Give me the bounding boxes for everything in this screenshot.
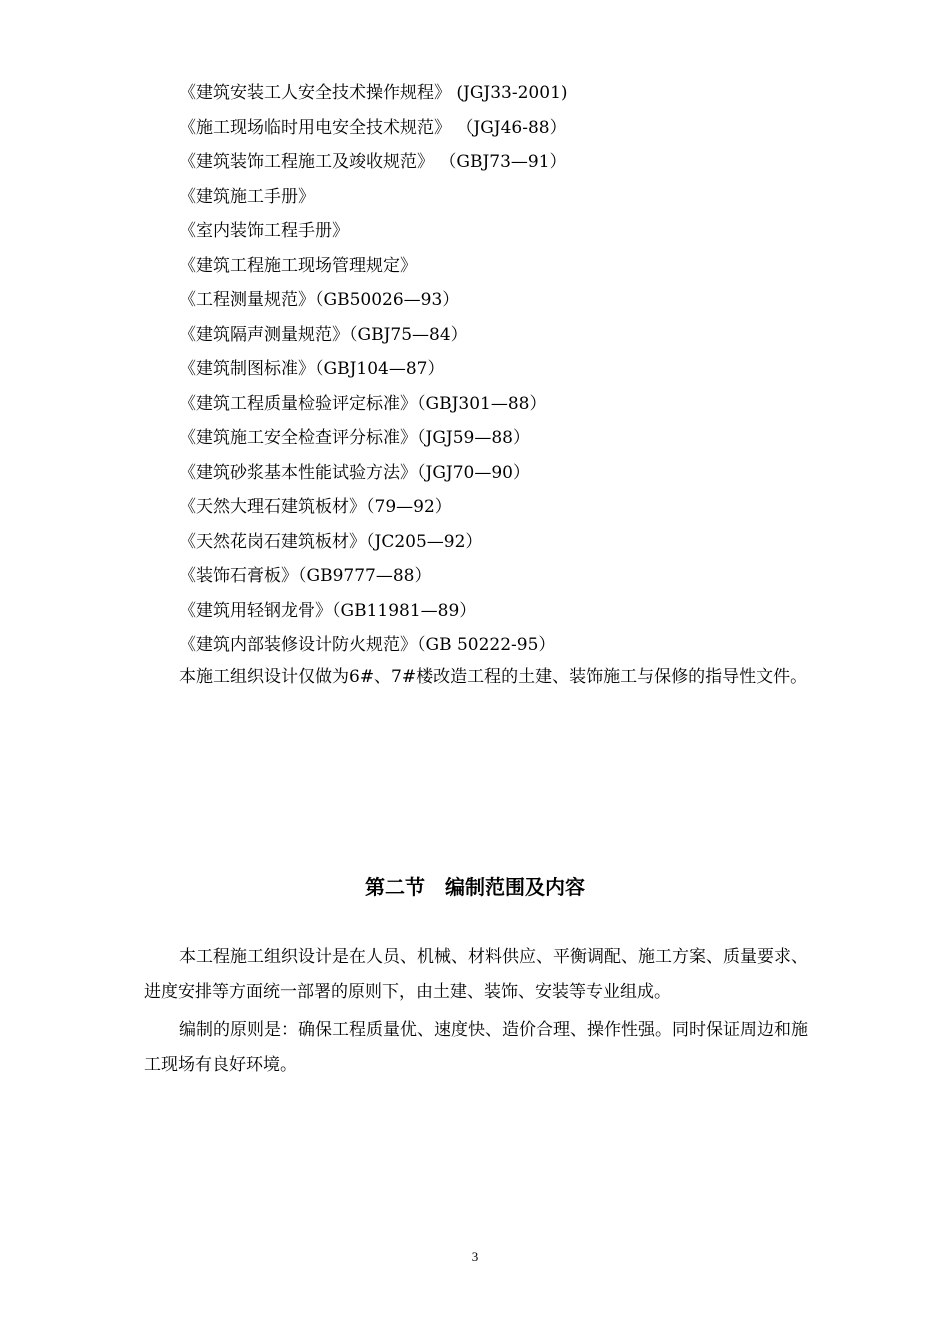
standard-item: 《建筑工程质量检验评定标准》（GBJ301—88） <box>179 393 547 414</box>
section-title: 第二节 编制范围及内容 <box>365 875 585 899</box>
standard-item: 《建筑隔声测量规范》（GBJ75—84） <box>179 324 468 345</box>
standard-item: 《装饰石膏板》（GB9777—88） <box>179 566 432 586</box>
intro-paragraph: 本施工组织设计仅做为6#、7#楼改造工程的土建、装饰施工与保修的指导性文件。 <box>179 667 808 687</box>
standard-item: 《天然花岗石建筑板材》（JC205—92） <box>179 531 483 552</box>
standard-item: 《建筑装饰工程施工及竣收规范》 （GBJ73—91） <box>179 152 567 172</box>
standard-item: 《天然大理石建筑板材》（79—92） <box>179 497 452 517</box>
standard-item: 《建筑施工安全检查评分标准》（JGJ59—88） <box>179 428 530 448</box>
standard-item: 《建筑内部装修设计防火规范》（GB 50222-95） <box>179 635 556 655</box>
standards-list <box>179 76 568 663</box>
standard-item: 《室内装饰工程手册》 <box>179 221 349 241</box>
section-paragraph-principles: 编制的原则是：确保工程质量优、速度快、造价合理、操作性强。同时保证周边和施工现场有良好环境。 <box>144 1020 808 1075</box>
standard-item: 《工程测量规范》（GB50026—93） <box>179 290 460 310</box>
standard-item: 《建筑工程施工现场管理规定》 <box>179 255 417 276</box>
standard-item: 《建筑用轻钢龙骨》（GB11981—89） <box>179 600 477 621</box>
standard-item: 《建筑砂浆基本性能试验方法》（JGJ70—90） <box>179 462 530 483</box>
standard-item: 《建筑制图标准》（GBJ104—87） <box>179 359 445 379</box>
page-number: 3 <box>471 1249 479 1264</box>
section-paragraph-scope: 本工程施工组织设计是在人员、机械、材料供应、平衡调配、施工方案、质量要求、进度安排等方面统一部署的原则下，由土建、装饰、安装等专业组成。 <box>144 947 808 1002</box>
standard-item: 《建筑安装工人安全技术操作规程》 (JGJ33-2001) <box>179 83 568 103</box>
standard-item: 《施工现场临时用电安全技术规范》 （JGJ46-88） <box>179 117 567 138</box>
standard-item: 《建筑施工手册》 <box>179 186 315 207</box>
